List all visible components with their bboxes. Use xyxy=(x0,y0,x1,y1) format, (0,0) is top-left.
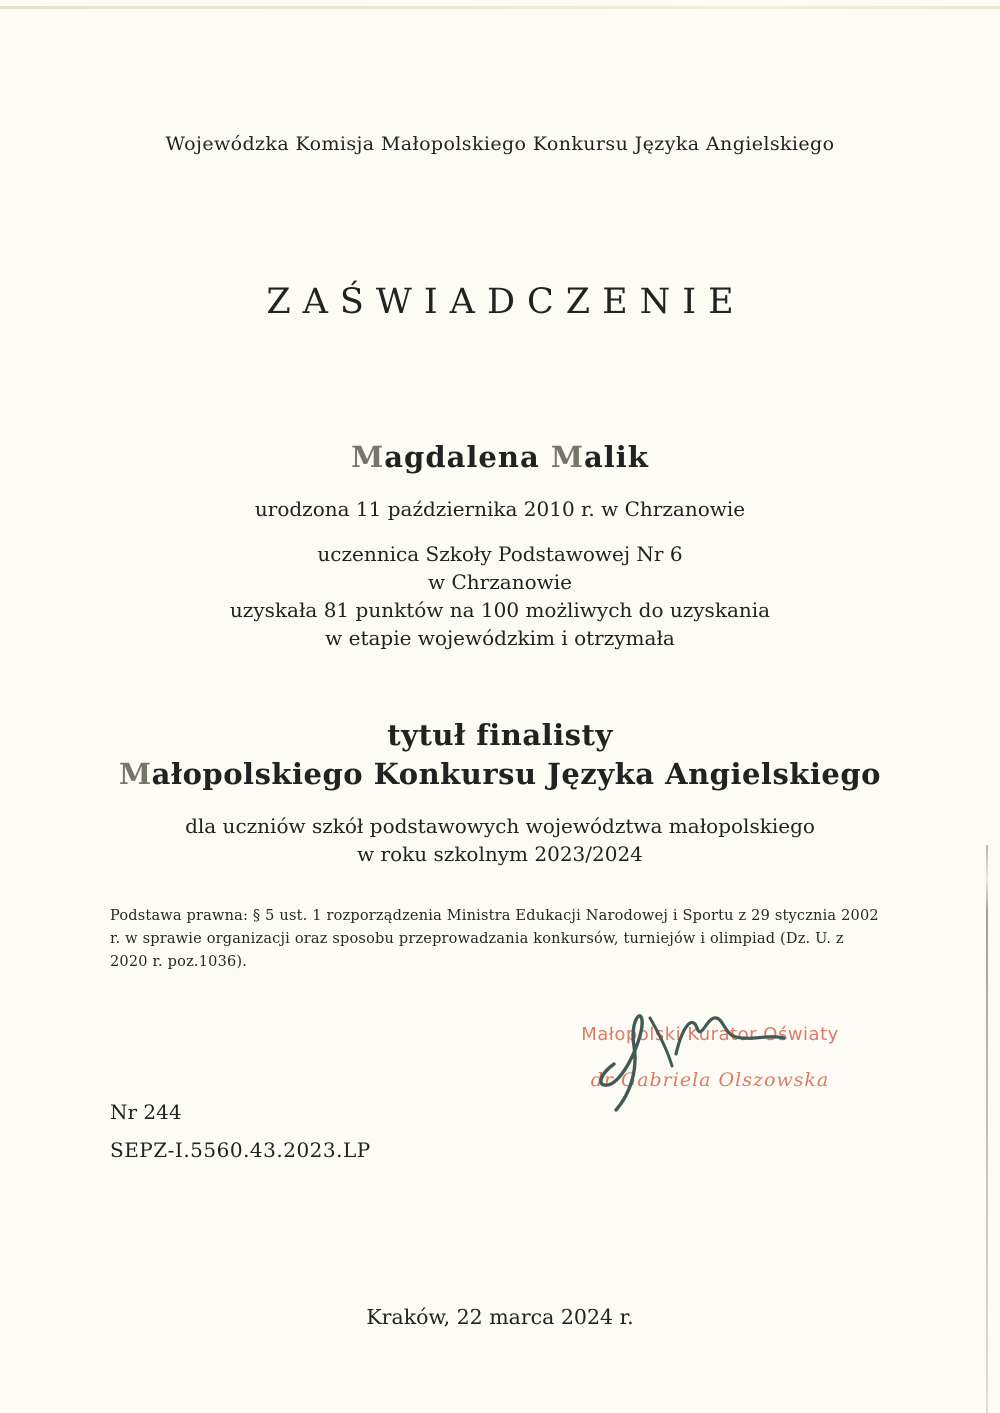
award-title-line-1: tytuł finalisty xyxy=(387,718,613,752)
score-line: uzyskała 81 punktów na 100 możliwych do uzyskania xyxy=(229,598,771,622)
scan-top-edge-artifact xyxy=(0,6,1000,9)
school-line-1: uczennica Szkoły Podstawowej Nr 6 xyxy=(317,542,683,566)
certificate-number: Nr 244 xyxy=(110,1100,182,1124)
reference-number: SEPZ-I.5560.43.2023.LP xyxy=(110,1138,371,1162)
birth-line: urodzona 11 października 2010 r. w Chrzanowie xyxy=(254,497,746,521)
award-title-line-2: Małopolskiego Konkursu Języka Angielskiego xyxy=(119,757,881,791)
handwritten-signature xyxy=(580,992,810,1117)
place-and-date: Kraków, 22 marca 2024 r. xyxy=(366,1305,634,1329)
legal-basis-paragraph: Podstawa prawna: § 5 ust. 1 rozporządzenia Ministra Edukacji Narodowej i Sportu z 29 stycznia 2002 r. w sprawie organizacji oraz sposobu przeprowadzania konkursów, turniejów i olimpiad (Dz. U. z 2020 r. poz.1036). xyxy=(110,908,879,970)
award-scope-line-1: dla uczniów szkół podstawowych województwa małopolskiego xyxy=(185,814,815,838)
stage-line: w etapie wojewódzkim i otrzymała xyxy=(325,626,675,650)
school-line-2: w Chrzanowie xyxy=(428,570,572,594)
stamp-signer-name: dr Gabriela Olszowska xyxy=(590,1069,830,1091)
stamp-office-title: Małopolski Kurator Oświaty xyxy=(581,1024,839,1045)
committee-header: Wojewódzka Komisja Małopolskiego Konkursu Języka Angielskiego xyxy=(165,133,835,155)
award-scope-line-2: w roku szkolnym 2023/2024 xyxy=(357,842,643,866)
document-title: ZAŚWIADCZENIE xyxy=(266,282,746,322)
recipient-name: Magdalena Malik xyxy=(351,440,649,474)
